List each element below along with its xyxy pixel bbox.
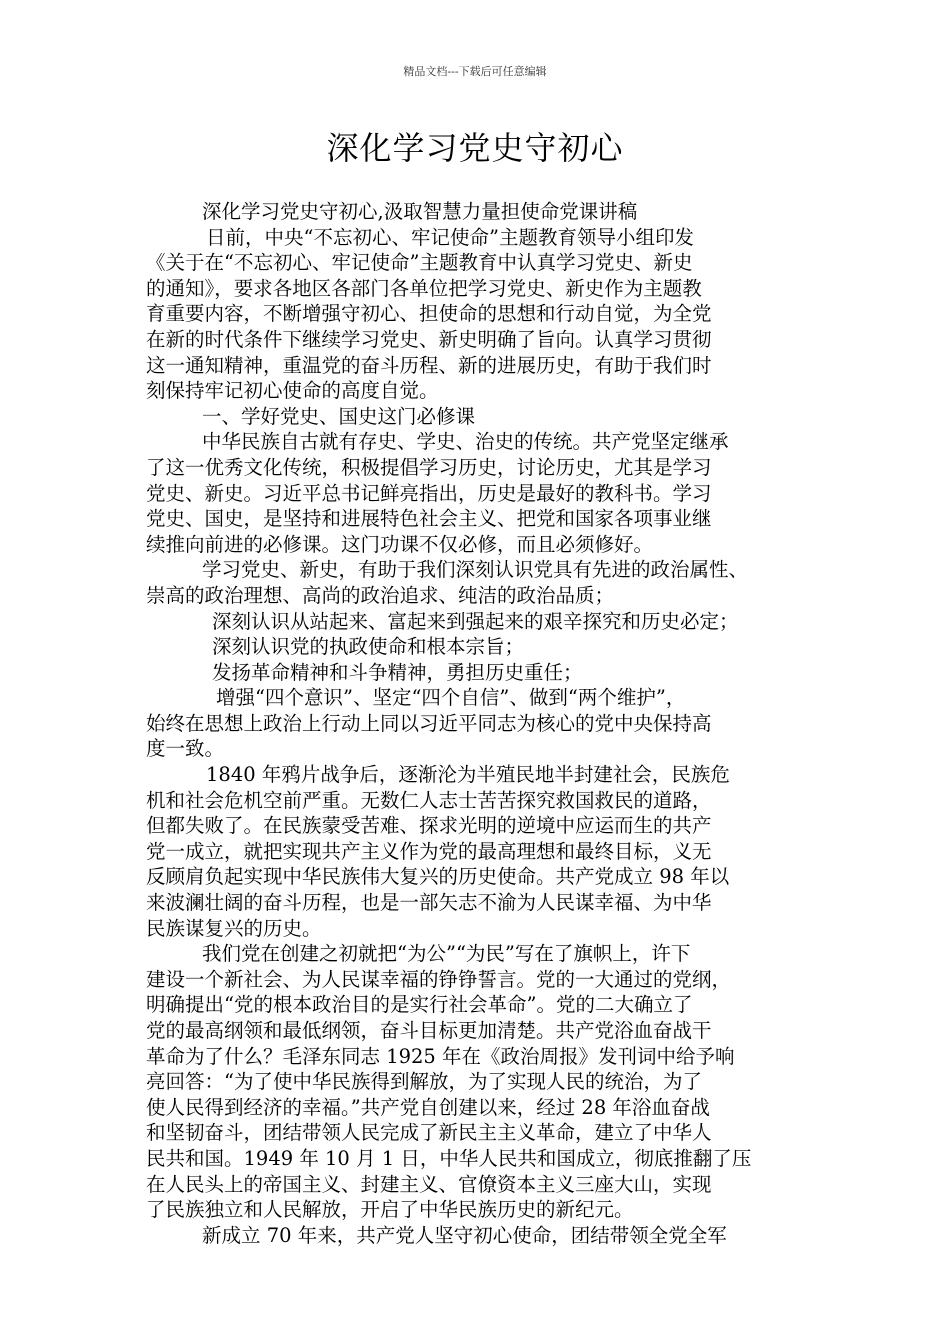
paragraph-line: 亮回答：“为了使中华民族得到解放，为了实现人民的统治，为了 (146, 1070, 702, 1094)
paragraph-line: 度一致。 (146, 737, 225, 761)
paragraph-line: 革命为了什么？毛泽东同志 1925 年在《政治周报》发刊词中给予响 (146, 1044, 735, 1068)
paragraph-line: 我们党在创建之初就把“为公”“为民”写在了旗帜上，许下 (202, 942, 691, 966)
header-note: 精品文档---下载后可任意编辑 (403, 65, 547, 78)
document-title: 深化学习党史守初心 (326, 129, 624, 167)
paragraph-line: 党一成立，就把实现共产主义作为党的最高理想和最终目标，义无 (146, 839, 712, 863)
paragraph-line: 建设一个新社会、为人民谋幸福的铮铮誓言。党的一大通过的党纲， (146, 967, 732, 991)
paragraph-line: 机和社会危机空前严重。无数仁人志士苦苦探究救国救民的道路， (146, 788, 712, 812)
list-line: 发扬革命精神和斗争精神，勇担历史重任； (212, 660, 583, 684)
paragraph-line: 学习党史、新史，有助于我们深刻认识党具有先进的政治属性、 (202, 558, 749, 582)
paragraph-line: 在新的时代条件下继续学习党史、新史明确了旨向。认真学习贯彻 (146, 327, 712, 351)
paragraph-line: 但都失败了。在民族蒙受苦难、探求光明的逆境中应运而生的共产 (146, 814, 712, 838)
paragraph-line: 《关于在“不忘初心、牢记使命”主题教育中认真学习党史、新史 (146, 251, 693, 275)
paragraph-line: 的通知》，要求各地区各部门各单位把学习党史、新史作为主题教 (146, 276, 702, 300)
list-line: 深刻认识从站起来、富起来到强起来的艰辛探究和历史必定； (212, 609, 739, 633)
paragraph-line: 了这一优秀文化传统，积极提倡学习历史，讨论历史，尤其是学习 (146, 455, 712, 479)
subtitle-line: 深化学习党史守初心,汲取智慧力量担使命党课讲稿 (202, 200, 638, 223)
paragraph-line: 反顾肩负起实现中华民族伟大复兴的历史使命。共产党成立 98 年以 (146, 865, 730, 889)
paragraph-line: 始终在思想上政治上行动上同以习近平同志为核心的党中央保持高 (146, 711, 712, 735)
paragraph-line: 1840 年鸦片战争后，逐渐沦为半殖民地半封建社会，民族危 (206, 763, 730, 787)
paragraph-line: 使人民得到经济的幸福。”共产党自创建以来，经过 28 年浴血奋战 (146, 1095, 710, 1119)
paragraph-line: 和坚韧奋斗，团结带领人民完成了新民主主义革命，建立了中华人 (146, 1121, 712, 1145)
paragraph-line: 刻保持牢记初心使命的高度自觉。 (146, 379, 439, 403)
paragraph-line: 续推向前进的必修课。这门功课不仅必修，而且必须修好。 (146, 532, 654, 556)
list-line: 增强“四个意识”、坚定“四个自信”、做到“两个维护”， (216, 686, 686, 710)
paragraph-line: 民共和国。1949 年 10 月 1 日，中华人民共和国成立，彻底推翻了压 (146, 1146, 752, 1170)
paragraph-line: 日前，中央“不忘初心、牢记使命”主题教育领导小组印发 (206, 225, 694, 249)
paragraph-line: 这一通知精神，重温党的奋斗历程、新的进展历史，有助于我们时 (146, 353, 712, 377)
paragraph-line: 新成立 70 年来，共产党人坚守初心使命，团结带领全党全军 (202, 1223, 727, 1247)
list-line: 深刻认识党的执政使命和根本宗旨； (212, 635, 525, 659)
section-heading: 一、学好党史、国史这门必修课 (202, 404, 476, 428)
paragraph-line: 党的最高纲领和最低纲领，奋斗目标更加清楚。共产党浴血奋战干 (146, 1019, 712, 1042)
paragraph-line: 在人民头上的帝国主义、封建主义、官僚资本主义三座大山，实现 (146, 1172, 712, 1196)
paragraph-line: 明确提出“党的根本政治目的是实行社会革命”。党的二大确立了 (146, 993, 693, 1017)
paragraph-line: 民族谋复兴的历史。 (146, 916, 322, 940)
paragraph-line: 中华民族自古就有存史、学史、治史的传统。共产党坚定继承 (202, 430, 729, 454)
paragraph-line: 崇高的政治理想、高尚的政治追求、纯洁的政治品质； (146, 583, 615, 607)
paragraph-line: 了民族独立和人民解放，开启了中华民族历史的新纪元。 (146, 1198, 634, 1222)
document-body (146, 199, 816, 1248)
paragraph-line: 党史、国史，是坚持和进展特色社会主义、把党和国家各项事业继 (146, 507, 712, 531)
paragraph-line: 育重要内容，不断增强守初心、担使命的思想和行动自觉，为全党 (146, 302, 712, 326)
paragraph-line: 来波澜壮阔的奋斗历程，也是一部矢志不渝为人民谋幸福、为中华 (146, 891, 712, 915)
paragraph-line: 党史、新史。习近平总书记鲜亮指出，历史是最好的教科书。学习 (146, 481, 712, 505)
